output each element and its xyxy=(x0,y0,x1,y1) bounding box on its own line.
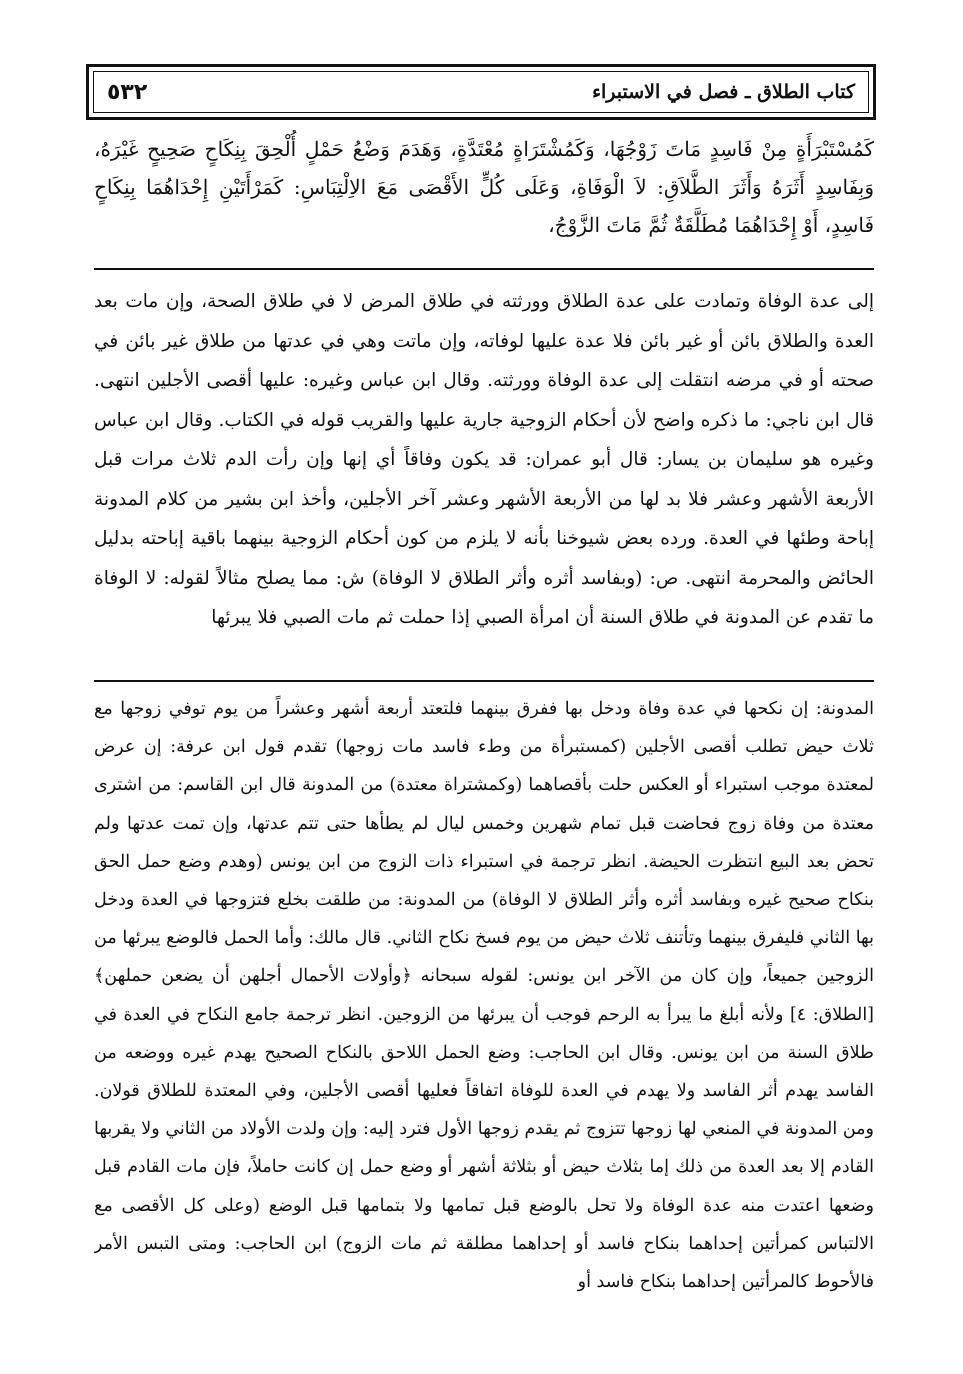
page-number: ٥٣٢ xyxy=(107,79,148,105)
hashiya-text-block xyxy=(94,690,874,1340)
sharh-paragraph: إلى عدة الوفاة وتمادت على عدة الطلاق وورثته في طلاق المرض لا في طلاق الصحة، وإن مات بعد العدة والطلاق بائن أو غير بائن فلا عدة عليها لوفاته، وإن ماتت وهي في عدتها من طلاق غير بائن في صحته أو في مرضه انتقلت إلى عدة الوفاة وورثته. وقال ابن عباس وغيره: عليها أقصى الأجلين انتهى. قال ابن ناجي: ما ذكره واضح لأن أحكام الزوجية جارية عليها والقريب قوله في الكتاب. وقال ابن عباس وغيره هو سليمان بن يسار: قال أبو عمران: قد يكون وفاقاً أي إنها وإن رأت الدم ثلاث مرات قبل الأربعة الأشهر وعشر فلا بد لها من الأربعة الأشهر وعشر آخر الأجلين، وأخذ ابن بشير من كلام المدونة إباحة وطئها في العدة. ورده بعض شيوخنا بأنه لا يلزم من كون أحكام الزوجية بينهما باقية إباحته بدليل الحائض والمحرمة انتهى. ص: (وبفاسد أثره وأثر الطلاق لا الوفاة) ش: مما يصلح مثالاً لقوله: لا الوفاة ما تقدم عن المدونة في طلاق السنة أن امرأة الصبي إذا حملت ثم مات الصبي فلا يبرئها xyxy=(94,291,874,628)
matn-text-block xyxy=(94,130,874,262)
matn-paragraph: كَمُسْتَبْرَأَةٍ مِنْ فَاسِدٍ مَاتَ زَوْجُهَا، وَكَمُشْتَرَاةٍ مُعْتَدَّةٍ، وَهَدَمَ وَضْعُ حَمْلٍ أُلْحِقَ بِنِكَاحٍ صَحِيحٍ غَيْرَهُ، وَبِفَاسِدٍ أَثَرَهُ وَأَثَرَ الطَّلاَقِ: لاَ الْوَفَاةِ، وَعَلَى كُلٍّ الأَقْصَى مَعَ الاِلْتِبَاسِ: كَمَرْأَتَيْنِ إِحْدَاهُمَا بِنِكَاحٍ فَاسِدٍ، أَوْ إِحْدَاهُمَا مُطَلَّقَةٌ ثُمَّ مَاتَ الزَّوْجُ، xyxy=(94,137,874,237)
running-title: كتاب الطلاق ـ فصل في الاستبراء xyxy=(592,81,855,103)
divider-line xyxy=(94,680,874,682)
page-header xyxy=(99,75,863,109)
page-header-frame xyxy=(86,64,876,120)
hashiya-paragraph: المدونة: إن نكحها في عدة وفاة ودخل بها ففرق بينهما فلتعتد أربعة أشهر وعشراً من يوم توفي زوجها مع ثلاث حيض تطلب أقصى الأجلين (كمستبرأة من وطء فاسد مات زوجها) تقدم قول ابن عرفة: إن عرض لمعتدة موجب استبراء أو العكس حلت بأقصاهما (وكمشتراة معتدة) من المدونة قال ابن القاسم: من اشترى معتدة من وفاة زوج فحاضت قبل تمام شهرين وخمس ليال لم يطأها حتى تتم عدتها، وإن تمت عدتها ولم تحض بعد البيع انتظرت الحيضة. انظر ترجمة في استبراء ذات الزوج من ابن يونس (وهدم وضع حمل الحق بنكاح صحيح غيره وبفاسد أثره وأثر الطلاق لا الوفاة) من المدونة: من طلقت بخلع فتزوجها في العدة ودخل بها الثاني فليفرق بينهما وتأتنف ثلاث حيض من يوم فسخ نكاح الثاني. قال مالك: وأما الحمل فالوضع يبرئها من الزوجين جميعاً، وإن كان من الآخر ابن يونس: لقوله سبحانه ﴿وأولات الأحمال أجلهن أن يضعن حملهن﴾ [الطلاق: ٤] ولأنه أبلغ ما يبرأ به الرحم فوجب أن يبرئها من الزوجين. انظر ترجمة جامع النكاح في العدة في طلاق السنة من ابن يونس. وقال ابن الحاجب: وضع الحمل اللاحق بالنكاح الصحيح يهدم غيره ووضعه من الفاسد يهدم أثر الفاسد ولا يهدم في العدة للوفاة اتفاقاً فعليها أقصى الأجلين، وفي المعتدة للطلاق قولان. ومن المدونة في المنعي لها زوجها تتزوج ثم يقدم زوجها الأول فترد إليه: وإن ولدت الأولاد من الثاني ولا يقربها القادم إلا بعد العدة من ذلك إما بثلاث حيض أو بثلاثة أشهر أو وضع حمل إن كانت حاملاً، فإن مات القادم قبل وضعها اعتدت منه عدة الوفاة ولا تحل بالوضع قبل تمامها ولا بتمامها قبل الوضع (وعلى كل الأقصى مع الالتباس كمرأتين إحداهما بنكاح فاسد أو إحداهما مطلقة ثم مات الزوج) ابن الحاجب: ومتى التبس الأمر فالأحوط كالمرأتين إحداهما بنكاح فاسد أو xyxy=(94,699,874,1293)
sharh-text-block xyxy=(94,282,874,674)
divider-line xyxy=(94,268,874,270)
